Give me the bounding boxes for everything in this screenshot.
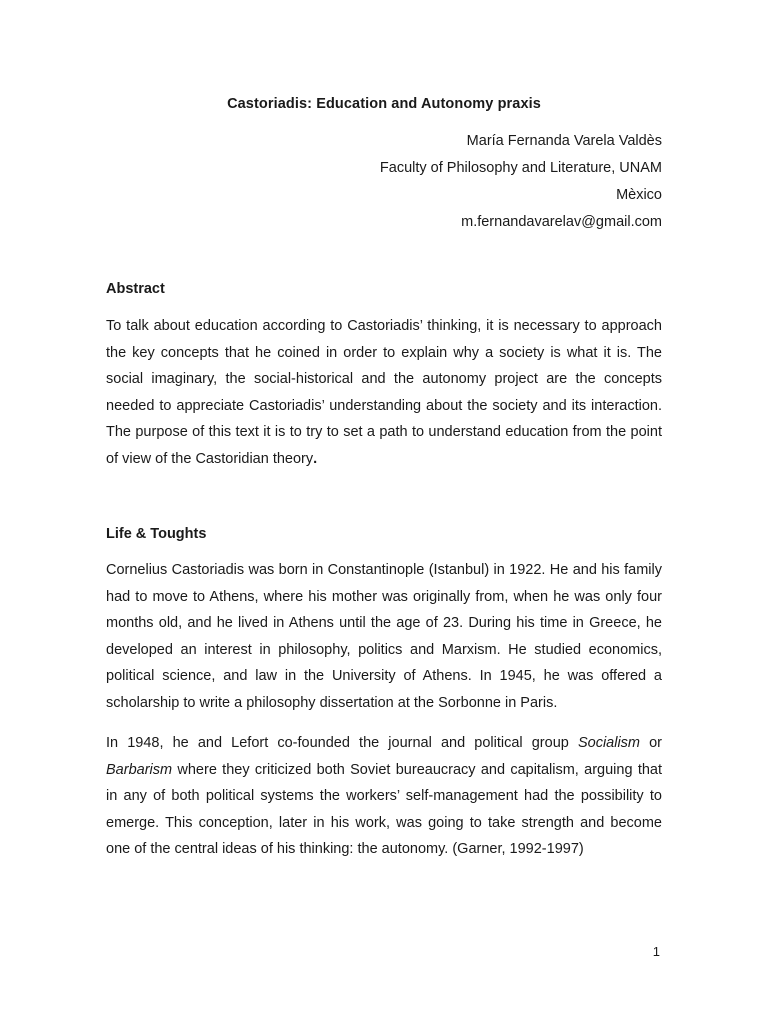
bold-text: . <box>313 450 318 467</box>
document-title: Castoriadis: Education and Autonomy praxis <box>227 96 541 112</box>
italic-text: Socialism <box>577 735 640 751</box>
life-paragraph-1 <box>106 557 662 717</box>
author-block <box>380 128 662 236</box>
abstract-paragraph <box>106 313 662 473</box>
author-country: Mèxico <box>616 187 662 203</box>
author-email: m.fernandavarelav@gmail.com <box>461 214 662 230</box>
text-run: or <box>640 735 663 751</box>
life-heading: Life & Toughts <box>106 526 207 542</box>
text-run: where they criticized both Soviet bureaucracy and capitalism, arguing that in any of both political systems the workers’ self-management had the possibility to emerge. This conception, later in his work, was going to take strength and become one of the central ideas of his thinking: the autonomy. (Garner, 1992-1997) <box>106 761 662 858</box>
author-name: María Fernanda Varela Valdès <box>466 133 662 149</box>
abstract-heading: Abstract <box>106 281 165 297</box>
text-run: Cornelius Castoriadis was born in Constantinople (Istanbul) in 1922. He and his family had to move to Athens, where his mother was originally from, when he was only four months old, and he lived in Athens until the age of 23. During his time in Greece, he developed an interest in philosophy, politics and Marxism. He studied economics, political science, and law in the University of Athens. In 1945, he was offered a scholarship to write a philosophy dissertation at the Sorbonne in Paris. <box>106 562 662 711</box>
text-run: To talk about education according to Castoriadis’ thinking, it is necessary to approach the key concepts that he coined in order to explain why a society is what it is. The social imaginary, the social-historical and the autonomy project are the concepts needed to appreciate Castoriadis’ understanding about the society and its interaction. The purpose of this text it is to try to set a path to understand education from the point of view of the Castoridian theory <box>106 318 662 467</box>
italic-text: Barbarism <box>106 761 173 778</box>
author-affiliation: Faculty of Philosophy and Literature, UNAM <box>379 160 662 176</box>
text-run: In 1948, he and Lefort co-founded the journal and political group <box>106 735 578 751</box>
life-paragraph-2 <box>106 730 662 863</box>
page-number: 1 <box>652 944 660 959</box>
